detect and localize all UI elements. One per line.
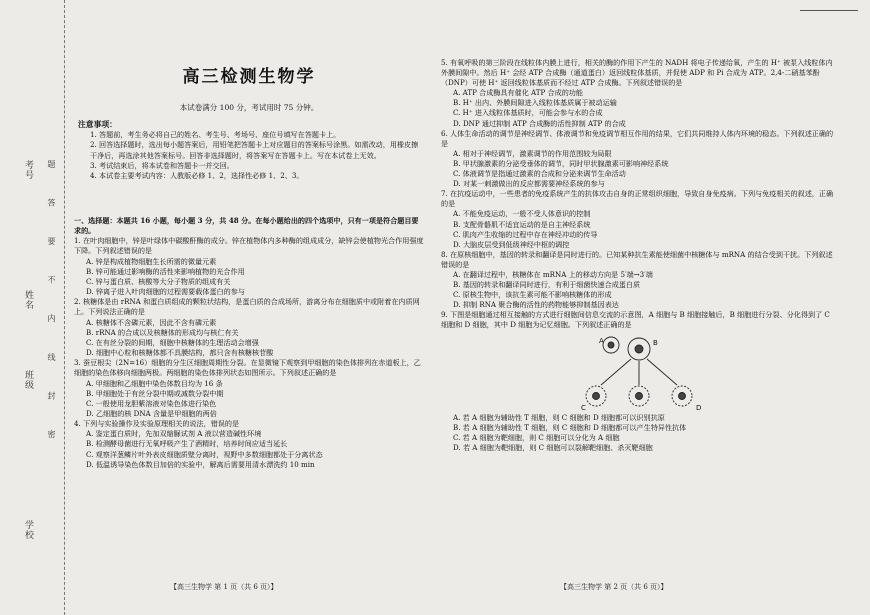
exam-title: 高三检测生物学 [182, 67, 316, 87]
notes-block [78, 120, 420, 181]
question-3 [74, 358, 424, 419]
option: A. ATP 合成酶具有催化 ATP 合成的功能 [453, 88, 583, 98]
binding-warning: 题 答 要 不 内 线 封 密 [47, 160, 56, 452]
cell-c-nucleus [593, 392, 600, 399]
question-stem: 9. 下图是细胞通过相互接触的方式进行细胞间信息交流的示意图，A 细胞与 B 细胞接触后，B 细胞进行分裂、分化得到了 C 细胞和 D 细胞，其中 D 细胞为记忆细胞。下列叙述正确的是 [441, 310, 830, 330]
note-item: 4. 本试卷主要考试内容：人教版必修 1、2，选择性必修 1、2、3。 [90, 171, 304, 181]
option: B. 甲状腺激素的分泌受垂体的调节，同时甲状腺激素可影响神经系统 [453, 158, 669, 168]
option: D. 大脑皮层受到低级神经中枢的调控 [453, 239, 570, 249]
option: D. 对某一刺激做出的反应都需要神经系统的参与 [453, 179, 605, 189]
option: B. 检测酵母菌进行无氧呼吸产生了酒精时，培养时间应适当延长 [86, 439, 288, 449]
binding-label-name: 姓名 [23, 290, 33, 310]
option: C. 锌与蛋白质、核酸等大分子物质的组成有关 [86, 276, 231, 286]
label-d: D [696, 403, 702, 411]
question-stem: 6. 人体生命活动的调节是神经调节、体液调节和免疫调节相互作用的结果，它们共同维持人体内环境的稳态。下列叙述正确的是 [441, 128, 834, 148]
option: D. 抑制 RNA 聚合酶的活性的药物能够抑制基因表达 [453, 300, 619, 310]
cell-c-nucleus [636, 392, 643, 399]
question-stem: 7. 在抗疫运动中，一些患者的免疫系统产生的抗体攻击自身的正常组织细胞，导致自身免疫病。下列与免疫相关的叙述，正确的是 [441, 189, 834, 209]
page-footer-right: 【高三生物学 第 2 页（共 6 页）】 [560, 583, 668, 591]
option: D. DNP 通过抑制 ATP 合成酶的活性抑制 ATP 的合成 [453, 118, 626, 128]
option: B. 锌可能通过影响酶的活性来影响植物的光合作用 [86, 266, 245, 276]
option: C. 一般使用龙胆紫溶液对染色体进行染色 [86, 398, 217, 408]
option: C. 若 A 细胞为靶细胞，则 C 细胞可以分化为 A 细胞 [453, 432, 620, 442]
label-a: A [599, 336, 604, 345]
question-5 [441, 58, 839, 129]
note-item: 3. 考试结束后，将本试卷和答题卡一并交回。 [90, 160, 234, 170]
option: C. 体液调节是指通过激素的合成和分泌来调节生命活动 [453, 169, 626, 179]
option: A. 甲细胞和乙细胞中染色体数目均为 16 条 [86, 378, 223, 388]
option: C. 原核生物中，该抗生素可能不影响核糖体的形成 [453, 290, 612, 300]
binding-label-id: 考号 [23, 160, 33, 180]
option: D. 乙细胞的核 DNA 含量是甲细胞的两倍 [86, 408, 217, 418]
cell-diagram-svg [441, 333, 839, 411]
question-stem: 4. 下列与实验操作及实验原理相关的说法，错误的是 [74, 419, 240, 429]
question-2 [74, 297, 424, 358]
question-stem: 3. 蚕豆根尖（2N=16）细胞的分生区细胞周期性分裂。在显微镜下观察到甲细胞的染色体排列在赤道板上，乙细胞的染色体移向细胞两极。两细胞的染色体排列状态如图所示。下列叙述正确的是 [74, 358, 421, 378]
option: D. 若 A 细胞为靶细胞，则 C 细胞可以裂解靶细胞、杀灭靶细胞 [453, 442, 653, 452]
option: B. 若 A 细胞为辅助性 T 细胞，则 C 细胞和 D 细胞都可以产生特异性抗体 [453, 422, 687, 432]
cell-b-nucleus [635, 345, 643, 353]
option: B. 支配骨骼肌不适宜运动的是自主神经系统 [453, 219, 591, 229]
notes-title: 注意事项： [78, 120, 117, 129]
option: A. 相对于神经调节，激素调节的作用范围较为局限 [453, 148, 612, 158]
label-b: B [653, 338, 658, 347]
binding-strip [0, 0, 65, 615]
right-questions [441, 58, 839, 453]
question-stem: 8. 在原核细胞中，基因的转录和翻译是同时进行的。已知某种抗生素能使细菌中核糖体与 mRNA 的结合受到干扰。下列叙述错误的是 [441, 249, 833, 269]
option: B. 甲细胞处于有丝分裂中期或减数分裂中期 [86, 388, 224, 398]
cell-d-nucleus [679, 392, 686, 399]
question-4 [74, 419, 424, 470]
option: B. H⁺ 出内、外膜间隙进入线粒体基质属于被动运输 [453, 98, 617, 108]
option: C. 肌肉产生收缩的过程中存在神经冲动的传导 [453, 229, 598, 239]
option: A. 鉴定蛋白质时，先加双缩脲试剂 A 液以营造碱性环境 [86, 429, 262, 439]
option: B. 基因的转录和翻译同时进行，有利于细菌快速合成蛋白质 [453, 280, 641, 290]
option: D. 细胞中心粒和核糖体都不具膜结构，都只含有核糖核苷酸 [86, 348, 274, 358]
question-1 [74, 236, 424, 297]
option: C. 在有丝分裂的间期，细胞中核糖体的生理活动会增强 [86, 337, 259, 347]
note-item: 2. 回答选择题时，选出每小题答案后，用铅笔把答题卡上对应题目的答案标号涂黑。如需改动，用橡皮擦干净后，再选涂其他答案标号。回答非选择题时，将答案写在答题卡上。写在本试卷上无效。 [90, 140, 419, 160]
option: A. 核糖体不含磷元素，因此不含有磷元素 [86, 317, 217, 327]
question-stem: 2. 核糖体是由 rRNA 和蛋白质组成的颗粒状结构，是蛋白质的合成场所，游离分布在细胞质中或附着在内质网上。下列说法正确的是 [74, 297, 420, 317]
option: A. 若 A 细胞为辅助性 T 细胞，则 C 细胞和 D 细胞都可以识别抗原 [453, 412, 665, 422]
corner-rule [800, 10, 858, 11]
exam-info: 本试卷满分 100 分，考试用时 75 分钟。 [179, 103, 319, 112]
option: D. 低温诱导染色体数目加倍的实验中，解离后需要用清水漂洗约 10 min [86, 459, 315, 469]
option: B. rRNA 的合成以及核糖体的形成均与核仁有关 [86, 327, 239, 337]
question-9 [441, 310, 839, 330]
option: A. 在翻译过程中，核糖体在 mRNA 上的移动方向是 5′端→3′端 [453, 269, 653, 279]
section-heading: 一、选择题：本题共 16 小题，每小题 3 分，共 48 分。在每小题给出的四个选项中，只有一项是符合题目要求的。 [74, 216, 419, 236]
page-footer-left: 【高三生物学 第 1 页（共 6 页）】 [170, 583, 278, 591]
question-7 [441, 189, 839, 250]
question-8 [441, 250, 839, 311]
cell-diagram [441, 333, 839, 411]
option: A. 锌是构成植物细胞生长所需的微量元素 [86, 256, 217, 266]
left-questions [74, 216, 424, 470]
cell-a-nucleus [608, 342, 614, 348]
option: A. 不能免疫运动，一般不受人体意识的控制 [453, 209, 591, 219]
question-6 [441, 129, 839, 190]
arrow [601, 359, 631, 385]
binding-label-school: 学校 [23, 520, 33, 540]
arrow [647, 359, 677, 385]
question-stem: 1. 在叶肉细胞中，锌是叶绿体中碳酸酐酶的成分。锌在植物体内多种酶的组成成分，缺锌会使植物光合作用强度下降。下列叙述错误的是 [74, 236, 424, 256]
question-stem: 5. 有氧呼吸的第三阶段在线粒体内膜上进行，相关的酶的作用下产生的 NADH 将电子传递给氧，产生的 H⁺ 被泵入线粒体内外膜间隙中。然后 H⁺ 会经 ATP 合成酶（通道蛋白）返回线粒体基质，并促使 ADP 和 Pi 合成为 ATP。2,4-二硝基苯酚（DNP）可使 H⁺ 返回线粒体基质而不经过 ATP 合成酶。下列叙述错误的是 [441, 58, 833, 88]
binding-label-class: 班级 [23, 370, 33, 390]
option: D. 锌离子进入叶肉细胞的过程需要载体蛋白的参与 [86, 287, 245, 297]
label-c: C [581, 403, 586, 411]
option: C. 观察洋葱鳞片叶外表皮细胞质壁分离时，视野中多数细胞都处于分离状态 [86, 449, 323, 459]
option: C. H⁺ 进入线粒体基质时，可能会参与水的合成 [453, 108, 603, 118]
note-item: 1. 答题前，考生务必将自己的姓名、考生号、考场号、座位号填写在答题卡上。 [90, 130, 341, 140]
